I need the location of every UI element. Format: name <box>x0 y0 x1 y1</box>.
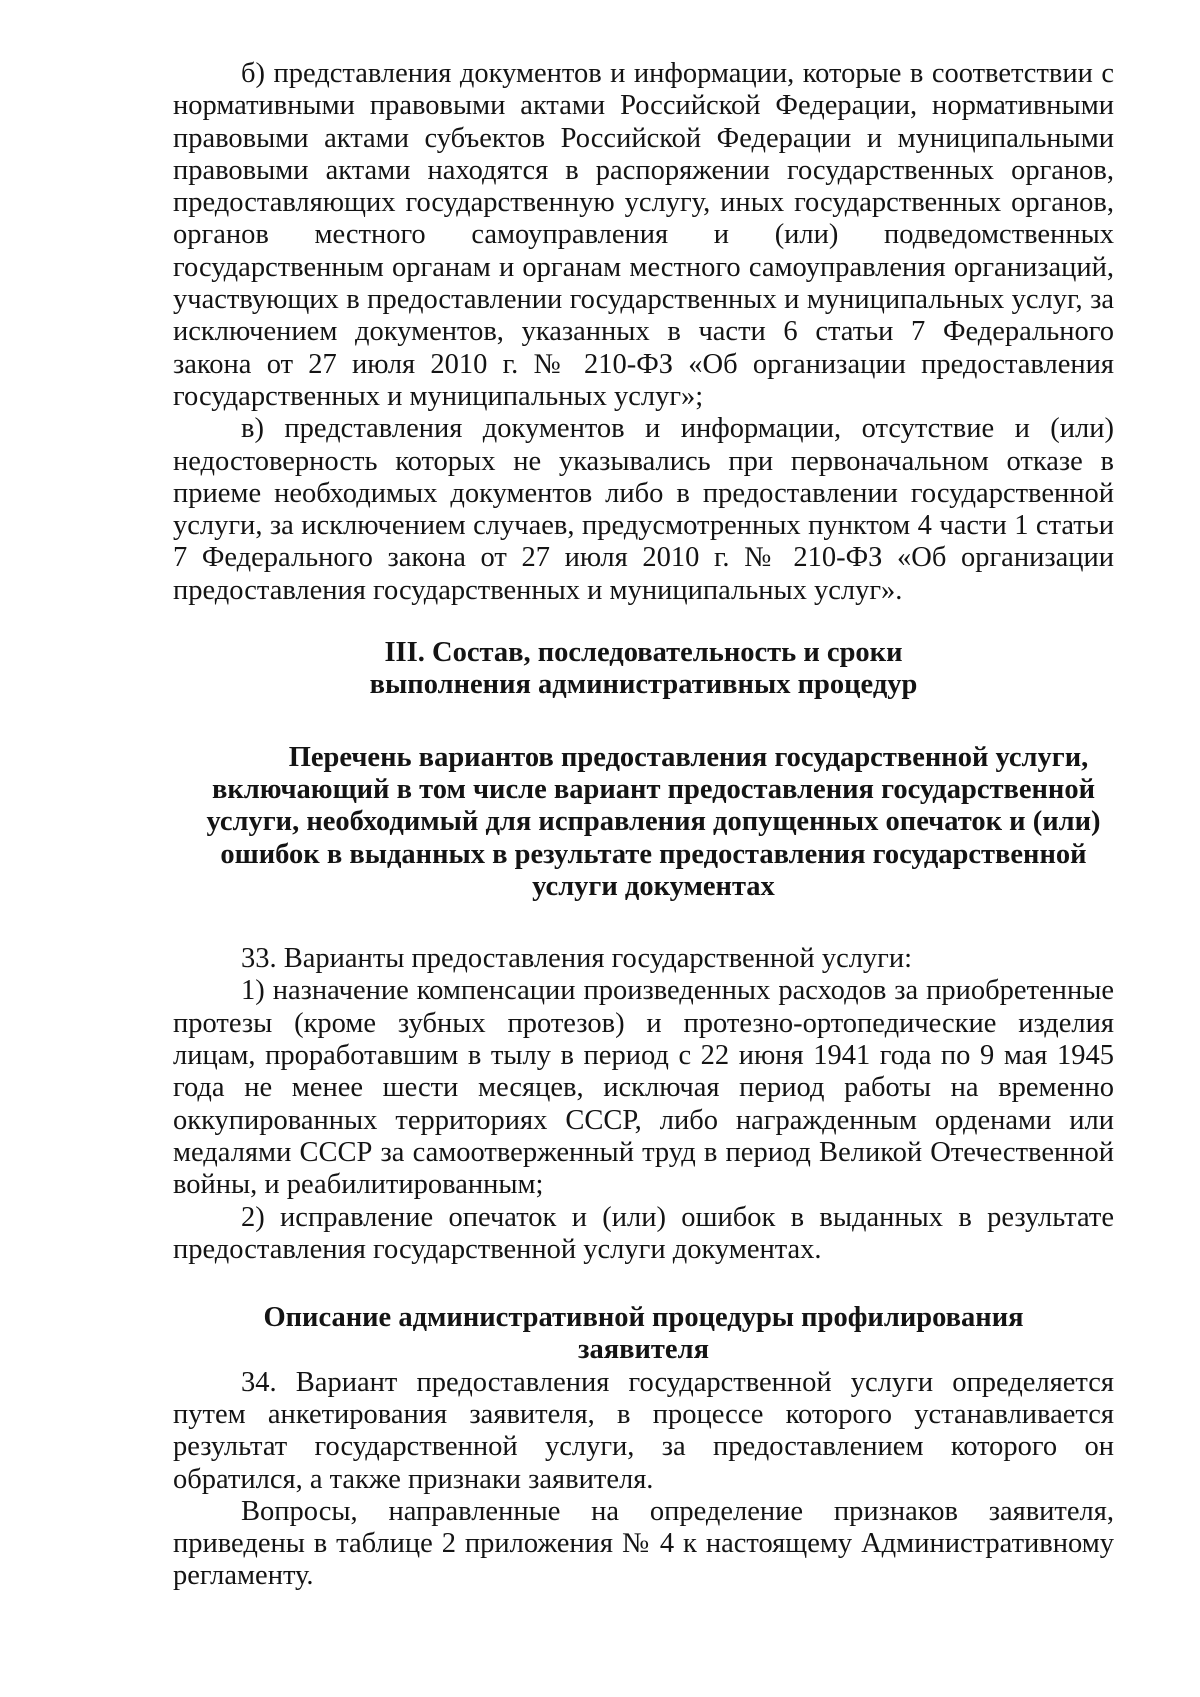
paragraph-33: 33. Варианты предоставления государственной услуги: <box>241 943 913 975</box>
subheading-line: заявителя <box>578 1334 709 1366</box>
subheading-line: Описание административной процедуры профилирования <box>263 1302 1024 1334</box>
subheading-line: включающий в том числе вариант предоставления государственной <box>211 773 1096 805</box>
paragraph-33-item-2: 2) исправление опечаток и (или) ошибок в выданных в результате предоставления государственной услуги документах. <box>173 1201 1114 1265</box>
subheading-variants-list <box>173 742 1114 903</box>
section-heading-line: выполнения административных процедур <box>369 669 918 701</box>
section-heading-line: III. Состав, последовательность и сроки <box>384 637 903 669</box>
section-heading-3 <box>173 637 1114 702</box>
paragraph-33-item-1: 1) назначение компенсации произведенных расходов за приобретенные протезы (кроме зубных протезов) и протезно-ортопедические изделия лицам, проработавшим в тылу в период с 22 июня 1941 года по 9 мая 1945 года не менее шести месяцев, исключая период работы на временно оккупированных территориях СССР, либо награжденным орденами или медалями СССР за самоотверженный труд в период Великой Отечественной войны, и реабилитированным; <box>173 975 1114 1201</box>
subheading-line: Перечень вариантов предоставления государственной услуги, <box>288 741 1089 773</box>
subheading-profiling <box>173 1302 1114 1367</box>
subheading-line: услуги документах <box>532 870 775 902</box>
subheading-line: ошибок в выданных в результате предоставления государственной <box>220 838 1087 870</box>
paragraph-34: 34. Вариант предоставления государственной услуги определяется путем анкетирования заявителя, в процессе которого устанавливается результат государственной услуги, за предоставлением которого он обратился, а также признаки заявителя. <box>173 1366 1114 1495</box>
document-body <box>173 58 1114 1593</box>
subheading-line: услуги, необходимый для исправления допущенных опечаток и (или) <box>206 806 1101 838</box>
paragraph-questions: Вопросы, направленные на определение признаков заявителя, приведены в таблице 2 приложения № 4 к настоящему Административному регламенту. <box>173 1495 1114 1592</box>
paragraph-v: в) представления документов и информации, отсутствие и (или) недостоверность которых не указывались при первоначальном отказе в приеме необходимых документов либо в предоставлении государственной услуги, за исключением случаев, предусмотренных пунктом 4 части 1 статьи 7 Федерального закона от 27 июля 2010 г. № 210-ФЗ «Об организации предоставления государственных и муниципальных услуг». <box>173 413 1114 606</box>
paragraph-b: б) представления документов и информации, которые в соответствии с нормативными правовыми актами Российской Федерации, нормативными правовыми актами субъектов Российской Федерации и муниципальными правовыми актами находятся в распоряжении государственных органов, предоставляющих государственную услугу, иных государственных органов, органов местного самоуправления и (или) подведомственных государственным органам и органам местного самоуправления организаций, участвующих в предоставлении государственных и муниципальных услуг, за исключением документов, указанных в части 6 статьи 7 Федерального закона от 27 июля 2010 г. № 210-ФЗ «Об организации предоставления государственных и муниципальных услуг»; <box>173 58 1114 412</box>
